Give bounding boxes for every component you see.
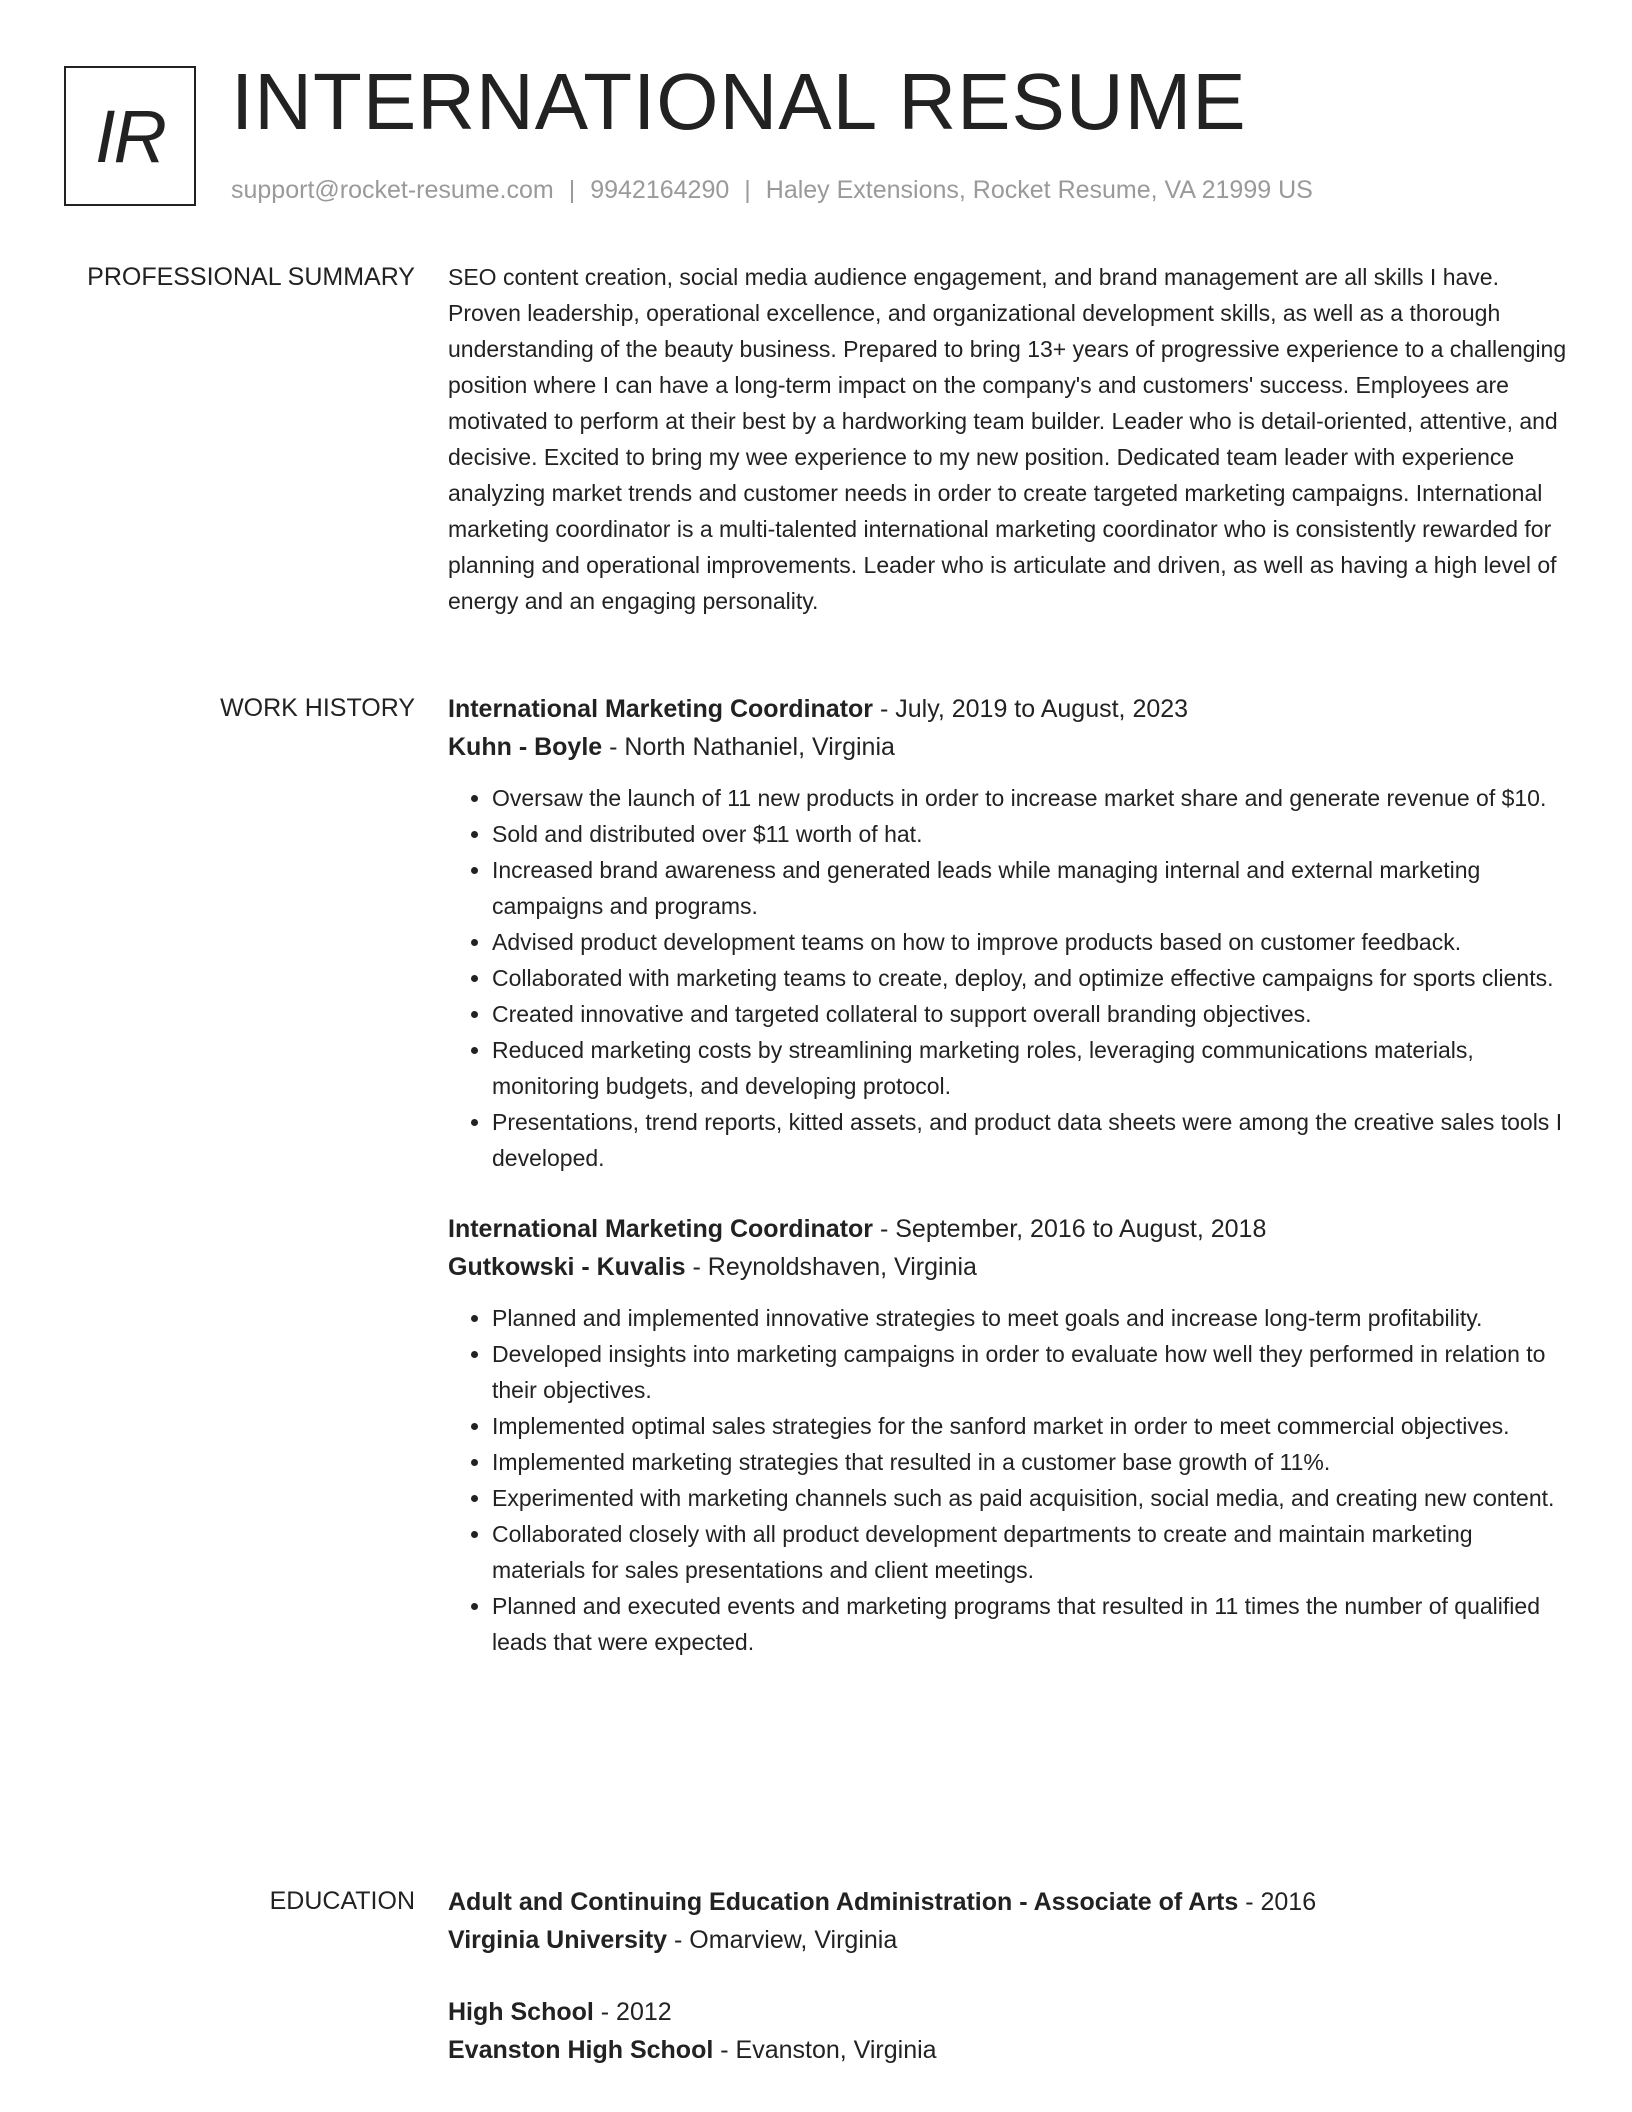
job-title: International Marketing Coordinator: [448, 695, 874, 723]
contact-email[interactable]: support@rocket-resume.com: [231, 176, 554, 204]
work-history-body: [448, 690, 1568, 1660]
summary-text: SEO content creation, social media audience engagement, and brand management are all skills I have. Proven leadership, operational excellence, and organizational development skills, as well as a thorough understanding of the beauty business. Prepared to bring 13+ years of progressive experience to a challenging position where I can have a long-term impact on the company's and customers' success. Employees are motivated to perform at their best by a hardworking team builder. Leader who is detail-oriented, attentive, and decisive. Excited to bring my wee experience to my new position. Dedicated team leader with experience analyzing market trends and customer needs in order to create targeted marketing campaigns. International marketing coordinator is a multi-talented international marketing coordinator who is consistently rewarded for planning and operational improvements. Leader who is articulate and driven, as well as having a high level of energy and an engaging personality.: [448, 264, 1567, 614]
education-school-line: [448, 1921, 1568, 1959]
job-entry: [448, 1210, 1568, 1660]
education-degree-line: [448, 1993, 1568, 2031]
education-location: - Evanston, Virginia: [713, 2036, 937, 2064]
contact-line: [231, 174, 1313, 206]
job-location: - North Nathaniel, Virginia: [602, 733, 895, 761]
education-entry: [448, 1993, 1568, 2069]
job-company: Gutkowski - Kuvalis: [448, 1253, 686, 1281]
job-company-line: [448, 728, 1568, 766]
job-location: - Reynoldshaven, Virginia: [685, 1253, 977, 1281]
list-item: • Collaborated with marketing teams to create, deploy, and optimize effective campaigns for sports clients.: [492, 960, 1568, 996]
contact-separator: |: [744, 176, 751, 204]
list-item: • Experimented with marketing channels such as paid acquisition, social media, and creating new content.: [492, 1480, 1568, 1516]
list-item: • Planned and implemented innovative strategies to meet goals and increase long-term profitability.: [492, 1300, 1568, 1336]
education-year: - 2012: [593, 1998, 672, 2026]
summary-body: [448, 259, 1568, 619]
section-label-education: EDUCATION: [269, 1887, 415, 1915]
contact-address: Haley Extensions, Rocket Resume, VA 21999 US: [765, 176, 1313, 204]
education-year: - 2016: [1238, 1888, 1317, 1916]
list-item: • Presentations, trend reports, kitted assets, and product data sheets were among the creative sales tools I developed.: [492, 1104, 1568, 1176]
list-item: • Created innovative and targeted collateral to support overall branding objectives.: [492, 996, 1568, 1032]
job-dates: - September, 2016 to August, 2018: [873, 1215, 1267, 1243]
list-item: • Increased brand awareness and generated leads while managing internal and external marketing campaigns and programs.: [492, 852, 1568, 924]
list-item: • Planned and executed events and marketing programs that resulted in 11 times the number of qualified leads that were expected.: [492, 1588, 1568, 1660]
education-school-line: [448, 2031, 1568, 2069]
list-item: • Implemented marketing strategies that resulted in a customer base growth of 11%.: [492, 1444, 1568, 1480]
job-company: Kuhn - Boyle: [448, 733, 603, 761]
job-title-line: [448, 1210, 1568, 1248]
job-bullets: [448, 780, 1568, 1176]
list-item: • Implemented optimal sales strategies for the sanford market in order to meet commercial objectives.: [492, 1408, 1568, 1444]
education-degree-line: [448, 1883, 1568, 1921]
education-body: [448, 1883, 1568, 2069]
education-degree: High School: [448, 1998, 594, 2026]
job-dates: - July, 2019 to August, 2023: [873, 695, 1189, 723]
education-school: Virginia University: [448, 1926, 668, 1954]
education-location: - Omarview, Virginia: [667, 1926, 898, 1954]
list-item: • Collaborated closely with all product development departments to create and maintain marketing materials for sales presentations and client meetings.: [492, 1516, 1568, 1588]
education-entry: [448, 1883, 1568, 1959]
job-title-line: [448, 690, 1568, 728]
job-bullets: [448, 1300, 1568, 1660]
contact-separator: |: [568, 176, 576, 204]
section-label-work-history: WORK HISTORY: [220, 694, 415, 722]
job-entry: [448, 690, 1568, 1176]
education-school: Evanston High School: [448, 2036, 714, 2064]
list-item: • Developed insights into marketing campaigns in order to evaluate how well they performed in relation to their objectives.: [492, 1336, 1568, 1408]
job-title: International Marketing Coordinator: [448, 1215, 874, 1243]
resume-title: INTERNATIONAL RESUME: [231, 57, 1247, 146]
education-degree: Adult and Continuing Education Administration - Associate of Arts: [448, 1888, 1239, 1916]
list-item: • Sold and distributed over $11 worth of hat.: [492, 816, 1568, 852]
list-item: • Advised product development teams on how to improve products based on customer feedback.: [492, 924, 1568, 960]
contact-phone[interactable]: 9942164290: [590, 176, 730, 204]
monogram-logo: IR: [64, 66, 196, 206]
section-label-summary: PROFESSIONAL SUMMARY: [87, 263, 415, 291]
job-company-line: [448, 1248, 1568, 1286]
list-item: • Reduced marketing costs by streamlining marketing roles, leveraging communications materials, monitoring budgets, and developing protocol.: [492, 1032, 1568, 1104]
list-item: • Oversaw the launch of 11 new products in order to increase market share and generate revenue of $10.: [492, 780, 1568, 816]
